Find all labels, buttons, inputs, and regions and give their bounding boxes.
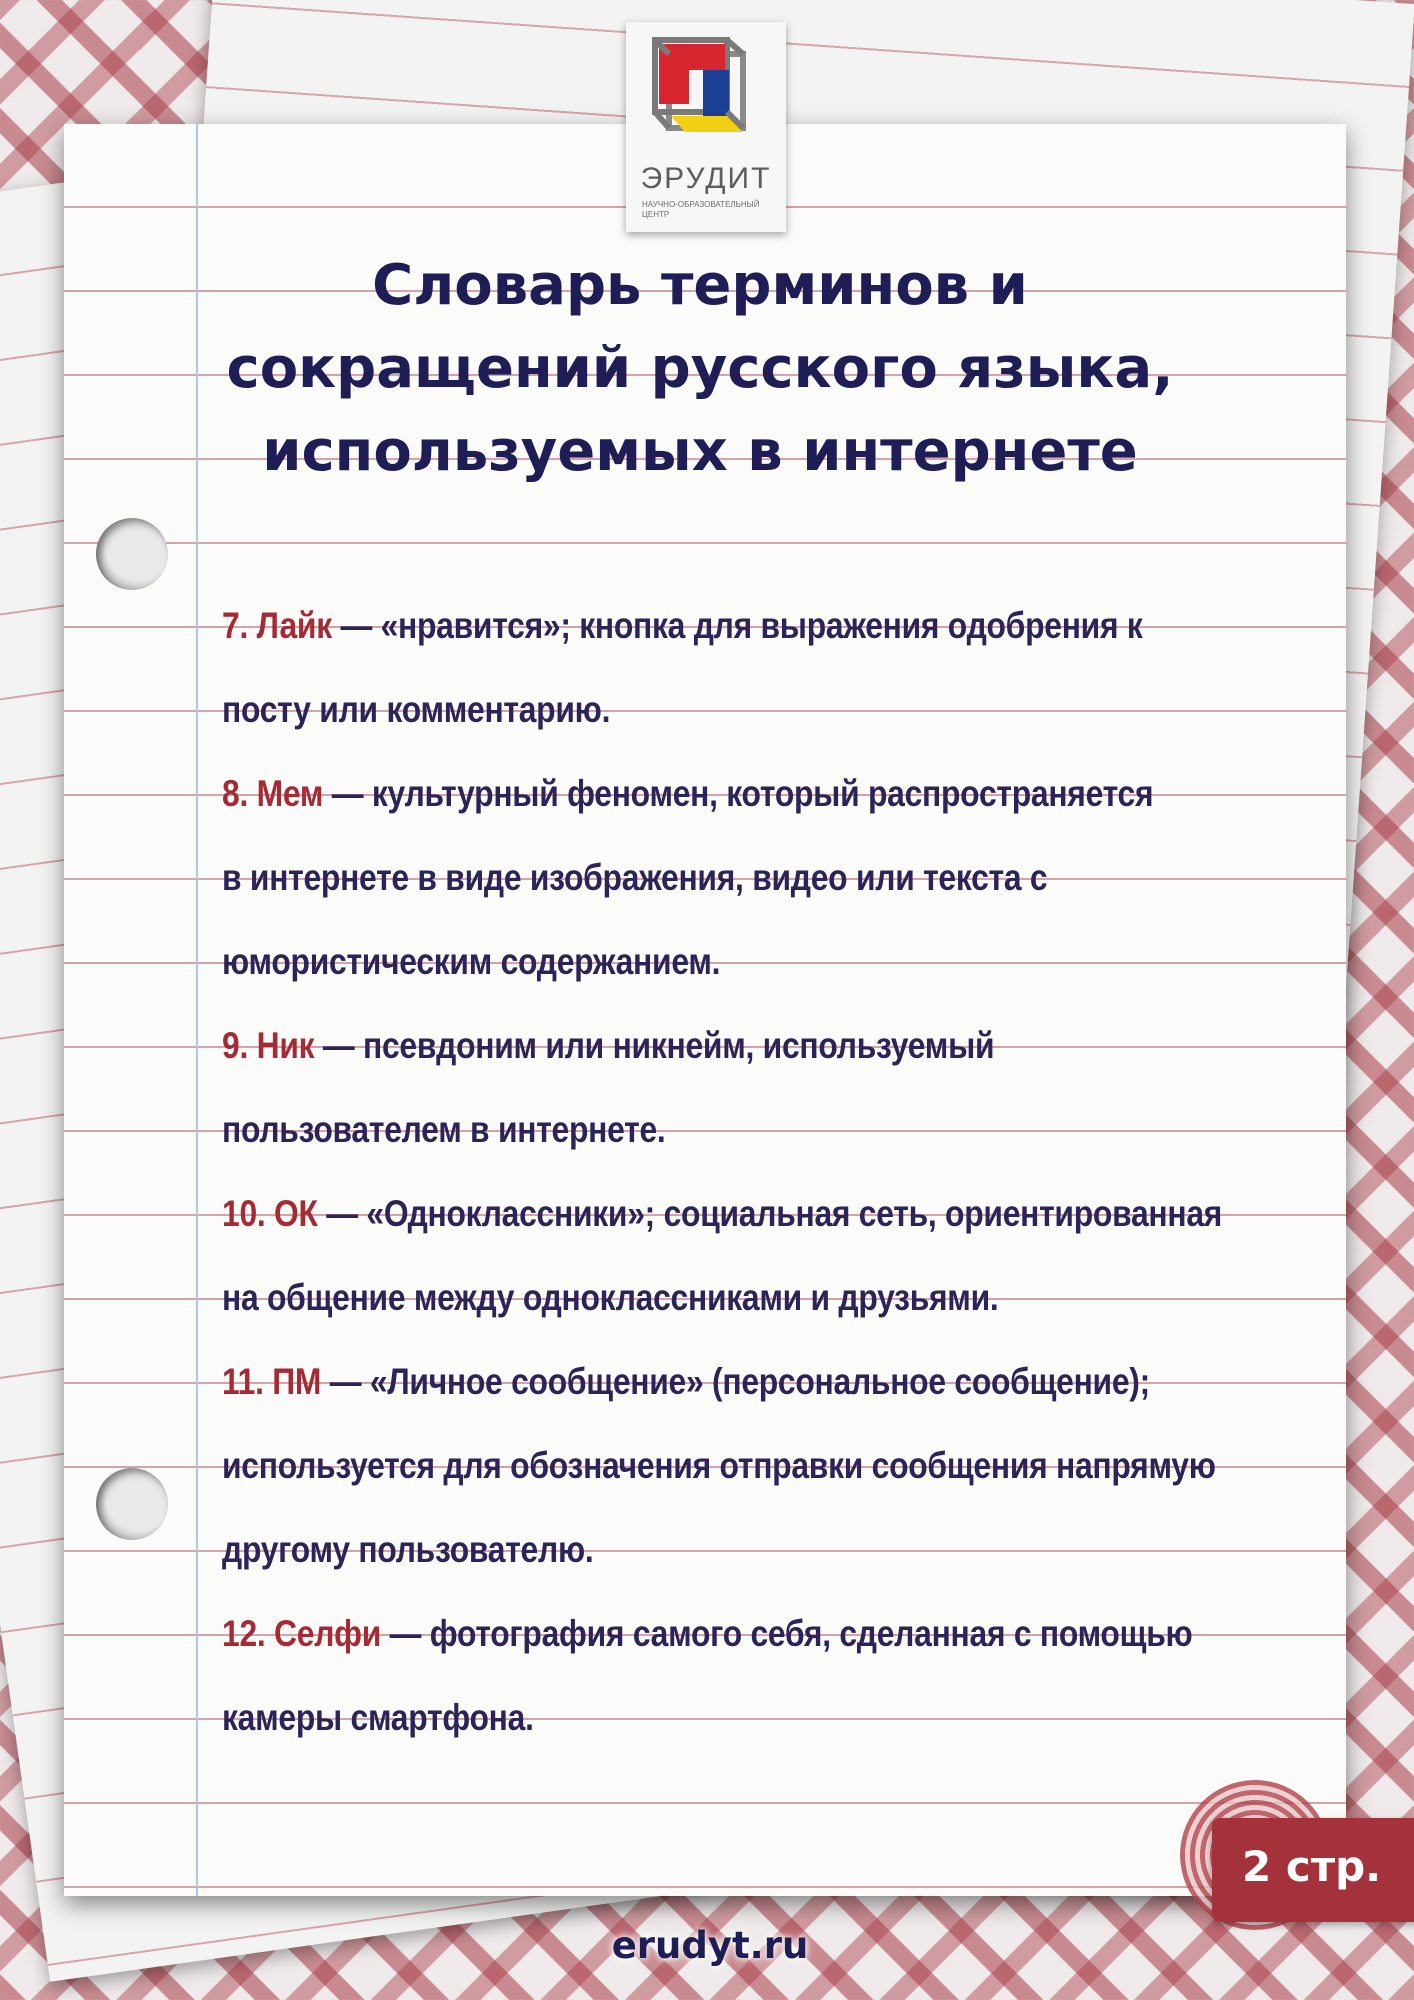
logo-subtitle-line2: ЦЕНТР [642,210,670,219]
logo-name: ЭРУДИТ [640,162,772,195]
entry-definition: — культурный феномен, который распространяется [323,773,1154,814]
entry-line: используется для обозначения отправки сообщения напрямую [222,1445,1216,1486]
entry-definition: — «Личное сообщение» (персональное сообщение); [321,1361,1150,1402]
entry-line [222,1340,1159,1424]
title-line: используемых в интернете [262,419,1138,484]
page-number: 2 стр. [1242,1842,1382,1891]
title-line: сокращений русского языка, [226,336,1174,401]
logo-subtitle [642,200,772,220]
entry-line: на общение между одноклассниками и друзьями. [222,1277,999,1318]
entry-line: юмористическим содержанием. [222,941,721,982]
entry-term: 7. Лайк [222,605,332,646]
entry-line: пользователем в интернете. [222,1109,666,1150]
glossary-entry [222,584,1159,752]
entry-line [222,1172,1223,1256]
glossary-entry [222,1592,1193,1760]
page-title [150,244,1250,493]
title-line: Словарь терминов и [372,253,1028,318]
entry-term: 8. Мем [222,773,324,814]
entry-definition: — псевдоним или никнейм, используемый [314,1025,995,1066]
entry-definition: — «Одноклассники»; социальная сеть, ориентированная [317,1193,1223,1234]
entry-line [222,752,1159,836]
entry-line: посту или комментарию. [222,689,611,730]
entry-line [222,1592,1193,1676]
entry-line [222,1004,1159,1088]
binder-hole-icon [96,1468,168,1540]
entry-line: другому пользователю. [222,1529,594,1570]
entry-term: 11. ПМ [222,1361,322,1402]
entry-definition: — фотография самого себя, сделанная с помощью [381,1613,1193,1654]
entry-line: камеры смартфона. [222,1697,534,1738]
glossary-entry [222,1004,1159,1172]
entry-definition: — «нравится»; кнопка для выражения одобрения к [331,605,1143,646]
entry-line: в интернете в виде изображения, видео или текста с [222,857,1048,898]
binder-hole-icon [96,518,168,590]
entry-term: 10. ОК [222,1193,318,1234]
entry-line [222,584,1159,668]
glossary-entry [222,1172,1223,1340]
logo [626,22,786,232]
entry-term: 9. Ник [222,1025,315,1066]
website-link[interactable]: erudyt.ru [611,1924,809,1967]
glossary-entry [222,752,1159,1004]
cube-logo-icon [647,32,765,156]
glossary-list [222,584,1223,1760]
logo-subtitle-line1: НАУЧНО-ОБРАЗОВАТЕЛЬНЫЙ [642,200,760,209]
page-number-badge [1212,1818,1414,1922]
glossary-entry [222,1340,1216,1592]
entry-term: 12. Селфи [222,1613,382,1654]
